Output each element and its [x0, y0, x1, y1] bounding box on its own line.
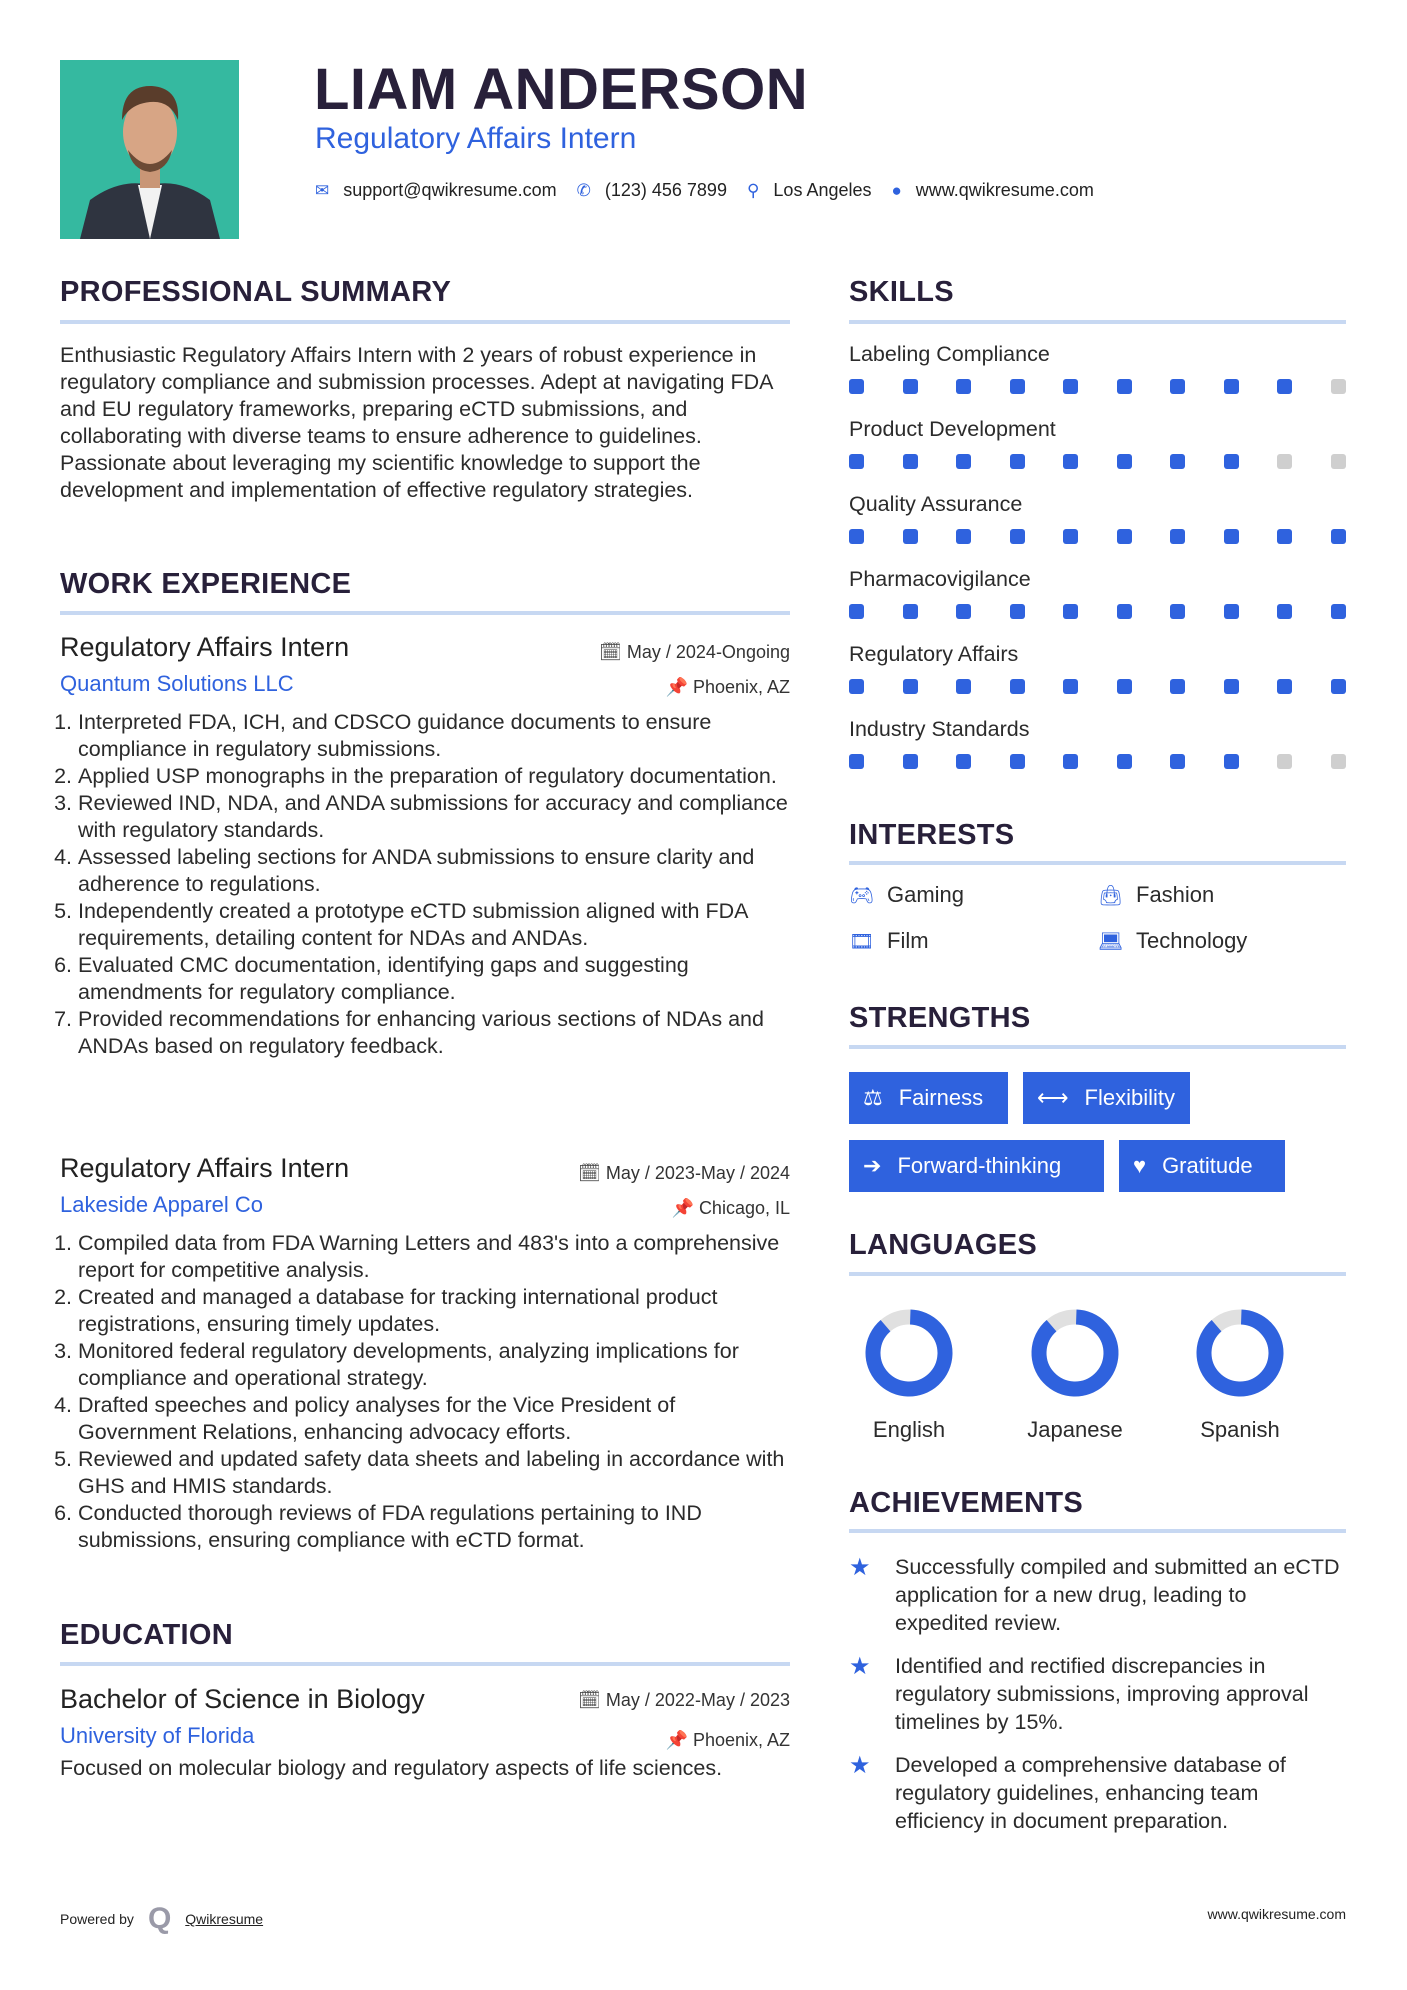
rating-dot	[1010, 754, 1025, 769]
summary-heading: PROFESSIONAL SUMMARY	[60, 276, 452, 308]
skill-item	[849, 342, 1346, 417]
rating-dot	[956, 454, 971, 469]
list-item: 3. Reviewed IND, NDA, and ANDA submissions for accuracy and compliance with regulatory standards.	[78, 790, 790, 844]
star-icon: ★	[849, 1752, 871, 1779]
language-donut	[1195, 1308, 1285, 1398]
job-title: Regulatory Affairs Intern	[60, 632, 350, 662]
footer-powered: Powered by Q Qwikresume	[60, 1902, 264, 1935]
contact-website[interactable]: www.qwikresume.com	[915, 180, 1094, 200]
calendar-icon: 🗓	[578, 1163, 606, 1183]
achievement-item: ★ Identified and rectified discrepancies in regulatory submissions, improving approval timelines by 15%.	[849, 1653, 1309, 1734]
list-item: 5. Independently created a prototype eCTD submission aligned with FDA requirements, detailing content for NDAs and ANDAs.	[78, 898, 790, 952]
language-name: Spanish	[1200, 1417, 1280, 1442]
list-item: 1. Interpreted FDA, ICH, and CDSCO guidance documents to ensure compliance in regulatory submissions.	[78, 709, 790, 763]
list-item: 7. Provided recommendations for enhancing various sections of NDAs and ANDAs based on regulatory feedback.	[78, 1006, 790, 1060]
section-divider	[60, 320, 790, 324]
star-icon: ★	[849, 1653, 871, 1680]
languages-heading: LANGUAGES	[849, 1229, 1037, 1261]
achievement-item: ★ Successfully compiled and submitted an eCTD application for a new drug, leading to expedited review.	[849, 1554, 1340, 1635]
rating-dot	[1117, 754, 1132, 769]
candidate-name: LIAM ANDERSON	[314, 57, 809, 122]
rating-dot	[1063, 379, 1078, 394]
globe-icon: ●	[891, 180, 902, 200]
rating-dot	[849, 754, 864, 769]
skill-rating	[849, 604, 1346, 619]
rating-dot	[1224, 679, 1239, 694]
language-name: Japanese	[1027, 1417, 1123, 1442]
rating-dot	[903, 679, 918, 694]
interests-heading: INTERESTS	[849, 819, 1015, 851]
rating-dot	[956, 754, 971, 769]
section-divider	[849, 1045, 1346, 1049]
school[interactable]: University of Florida	[60, 1723, 255, 1748]
language-level-arc	[872, 1316, 946, 1390]
skill-name: Quality Assurance	[849, 492, 1023, 516]
rating-dot	[1224, 454, 1239, 469]
degree: Bachelor of Science in Biology	[60, 1684, 425, 1714]
language-level-arc	[1038, 1316, 1112, 1390]
rating-dot	[956, 604, 971, 619]
rating-dot	[1117, 454, 1132, 469]
rating-dot	[1277, 679, 1292, 694]
skills-heading: SKILLS	[849, 276, 954, 308]
skill-rating	[849, 754, 1346, 769]
rating-dot	[1117, 604, 1132, 619]
section-divider	[849, 320, 1346, 324]
rating-dot	[1170, 754, 1185, 769]
rating-dot	[1117, 679, 1132, 694]
section-divider	[849, 1529, 1346, 1533]
rating-dot	[1010, 529, 1025, 544]
rating-dot	[903, 379, 918, 394]
rating-dot	[849, 604, 864, 619]
rating-dot	[956, 679, 971, 694]
pin-icon: 📌	[671, 1198, 699, 1218]
list-item: 2. Created and managed a database for tracking international product registrations, ensuring timely updates.	[78, 1284, 790, 1338]
rating-dot	[1331, 604, 1346, 619]
strength-fairness: ⚖ Fairness	[849, 1072, 1008, 1124]
qwikresume-link[interactable]: Qwikresume	[185, 1911, 264, 1927]
section-divider	[60, 611, 790, 615]
rating-dot	[1010, 604, 1025, 619]
rating-dot	[1277, 754, 1292, 769]
skill-name: Labeling Compliance	[849, 342, 1050, 366]
candidate-title: Regulatory Affairs Intern	[315, 122, 637, 155]
map-pin-icon: ⚲	[746, 180, 760, 200]
pin-icon: 📌	[665, 677, 693, 697]
experience-heading: WORK EXPERIENCE	[60, 568, 352, 600]
list-item: 6. Evaluated CMC documentation, identifying gaps and suggesting amendments for regulatory compliance.	[78, 952, 790, 1006]
rating-dot	[1063, 679, 1078, 694]
rating-dot	[1331, 454, 1346, 469]
contact-location: Los Angeles	[773, 180, 872, 200]
job-location: 📌 Phoenix, AZ	[665, 677, 790, 697]
rating-dot	[1331, 679, 1346, 694]
rating-dot	[849, 379, 864, 394]
rating-dot	[1170, 454, 1185, 469]
arrow-right-icon: ➔	[863, 1153, 882, 1178]
language-item	[1005, 1308, 1145, 1443]
rating-dot	[1277, 529, 1292, 544]
section-divider	[849, 1272, 1346, 1276]
language-donut	[1030, 1308, 1120, 1398]
section-divider	[849, 861, 1346, 865]
qwikresume-logo-icon: Q	[147, 1902, 172, 1935]
job-entry	[60, 632, 790, 1060]
profile-photo	[60, 60, 239, 239]
skill-rating	[849, 679, 1346, 694]
skill-rating	[849, 454, 1346, 469]
laptop-icon: 💻︎	[1098, 930, 1124, 953]
film-icon: 🎞︎	[849, 930, 875, 953]
contact-bar	[315, 180, 1114, 201]
phone-icon: ✆	[576, 180, 591, 200]
pin-icon: 📌	[665, 1730, 693, 1750]
rating-dot	[903, 529, 918, 544]
skill-name: Product Development	[849, 417, 1056, 441]
rating-dot	[1010, 454, 1025, 469]
achievements-heading: ACHIEVEMENTS	[849, 1487, 1084, 1519]
rating-dot	[1277, 604, 1292, 619]
strengths-heading: STRENGTHS	[849, 1002, 1031, 1034]
rating-dot	[903, 604, 918, 619]
list-item: 2. Applied USP monographs in the preparation of regulatory documentation.	[78, 763, 790, 790]
skill-name: Pharmacovigilance	[849, 567, 1031, 591]
rating-dot	[1224, 379, 1239, 394]
education-description: Focused on molecular biology and regulatory aspects of life sciences.	[60, 1756, 723, 1780]
list-item: 5. Reviewed and updated safety data sheets and labeling in accordance with GHS and HMIS standards.	[78, 1446, 790, 1500]
rating-dot	[956, 379, 971, 394]
rating-dot	[1063, 604, 1078, 619]
calendar-icon: 🗓	[578, 1690, 606, 1710]
list-item: 1. Compiled data from FDA Warning Letters and 483's into a comprehensive report for competitive analysis.	[78, 1230, 790, 1284]
education-date: 🗓 May / 2022-May / 2023	[578, 1690, 790, 1710]
job-location: 📌 Chicago, IL	[671, 1198, 790, 1218]
rating-dot	[1170, 529, 1185, 544]
skill-item	[849, 567, 1346, 642]
skill-name: Industry Standards	[849, 717, 1030, 741]
rating-dot	[1331, 379, 1346, 394]
gamepad-icon: 🎮︎	[849, 884, 875, 907]
interest-gaming: 🎮︎ Gaming	[849, 882, 965, 907]
rating-dot	[1277, 379, 1292, 394]
contact-phone: (123) 456 7899	[604, 180, 727, 200]
skill-rating	[849, 379, 1346, 394]
rating-dot	[1224, 754, 1239, 769]
list-item: 4. Drafted speeches and policy analyses for the Vice President of Government Relations, enhancing advocacy efforts.	[78, 1392, 790, 1446]
language-donut	[864, 1308, 954, 1398]
skills-list	[849, 342, 1346, 792]
rating-dot	[849, 529, 864, 544]
skill-item	[849, 417, 1346, 492]
job-entry	[60, 1153, 790, 1554]
calendar-icon: 🗓	[599, 642, 627, 662]
rating-dot	[849, 454, 864, 469]
section-divider	[60, 1662, 790, 1666]
rating-dot	[1117, 529, 1132, 544]
interest-film: 🎞︎ Film	[849, 928, 929, 953]
job-date: 🗓 May / 2024-Ongoing	[599, 642, 790, 662]
rating-dot	[1010, 679, 1025, 694]
balance-scale-icon: ⚖	[863, 1085, 883, 1110]
rating-dot	[1331, 754, 1346, 769]
strength-gratitude: ♥ Gratitude	[1119, 1140, 1285, 1192]
education-location: 📌 Phoenix, AZ	[665, 1730, 790, 1750]
rating-dot	[1331, 529, 1346, 544]
list-item: 6. Conducted thorough reviews of FDA regulations pertaining to IND submissions, ensuring compliance with eCTD format.	[78, 1500, 790, 1554]
language-name: English	[872, 1417, 946, 1442]
rating-dot	[1170, 379, 1185, 394]
skill-item	[849, 717, 1346, 792]
skill-name: Regulatory Affairs	[849, 642, 1019, 666]
rating-dot	[903, 454, 918, 469]
rating-dot	[903, 754, 918, 769]
arrows-horizontal-icon: ⟷	[1037, 1085, 1069, 1110]
rating-dot	[956, 529, 971, 544]
rating-dot	[1170, 679, 1185, 694]
envelope-icon: ✉	[315, 180, 330, 200]
rating-dot	[1063, 529, 1078, 544]
summary-text: Enthusiastic Regulatory Affairs Intern with 2 years of robust experience in regulatory compliance and submission processes. Adept at navigating FDA and EU regulatory frameworks, preparing eCTD submissions, and collaborating with diverse teams to ensure adherence to guidelines. Passionate about leveraging my scientific knowledge to support the development and implementation of effective regulatory strategies.	[60, 343, 773, 502]
star-icon: ★	[849, 1554, 871, 1581]
strength-flexibility: ⟷ Flexibility	[1023, 1072, 1190, 1124]
footer-website[interactable]: www.qwikresume.com	[1207, 1906, 1346, 1922]
job-bullets	[60, 1230, 790, 1554]
language-level-arc	[1203, 1316, 1277, 1390]
education-heading: EDUCATION	[60, 1619, 233, 1651]
rating-dot	[1063, 454, 1078, 469]
interest-technology: 💻︎ Technology	[1098, 928, 1248, 953]
job-title: Regulatory Affairs Intern	[60, 1153, 350, 1183]
language-item	[839, 1308, 979, 1443]
contact-email[interactable]: support@qwikresume.com	[343, 180, 557, 200]
rating-dot	[1277, 454, 1292, 469]
rating-dot	[1224, 604, 1239, 619]
rating-dot	[1117, 379, 1132, 394]
achievement-item: ★ Developed a comprehensive database of regulatory guidelines, enhancing team efficiency in document preparation.	[849, 1752, 1286, 1833]
shopping-bag-icon: 👜︎	[1098, 884, 1124, 907]
skill-item	[849, 642, 1346, 717]
language-item	[1170, 1308, 1310, 1443]
job-bullets	[60, 709, 790, 1060]
list-item: 4. Assessed labeling sections for ANDA submissions to ensure clarity and adherence to regulations.	[78, 844, 790, 898]
education-entry	[60, 1684, 790, 1782]
job-company[interactable]: Lakeside Apparel Co	[60, 1192, 264, 1217]
rating-dot	[1010, 379, 1025, 394]
job-date: 🗓 May / 2023-May / 2024	[578, 1163, 790, 1183]
skill-rating	[849, 529, 1346, 544]
heart-icon: ♥	[1133, 1153, 1147, 1178]
rating-dot	[1170, 604, 1185, 619]
list-item: 3. Monitored federal regulatory developments, analyzing implications for compliance and operational strategy.	[78, 1338, 790, 1392]
job-company[interactable]: Quantum Solutions LLC	[60, 671, 294, 696]
skill-item	[849, 492, 1346, 567]
interest-fashion: 👜︎ Fashion	[1098, 882, 1215, 907]
rating-dot	[1224, 529, 1239, 544]
rating-dot	[849, 679, 864, 694]
strength-forward-thinking: ➔ Forward-thinking	[849, 1140, 1104, 1192]
rating-dot	[1063, 754, 1078, 769]
